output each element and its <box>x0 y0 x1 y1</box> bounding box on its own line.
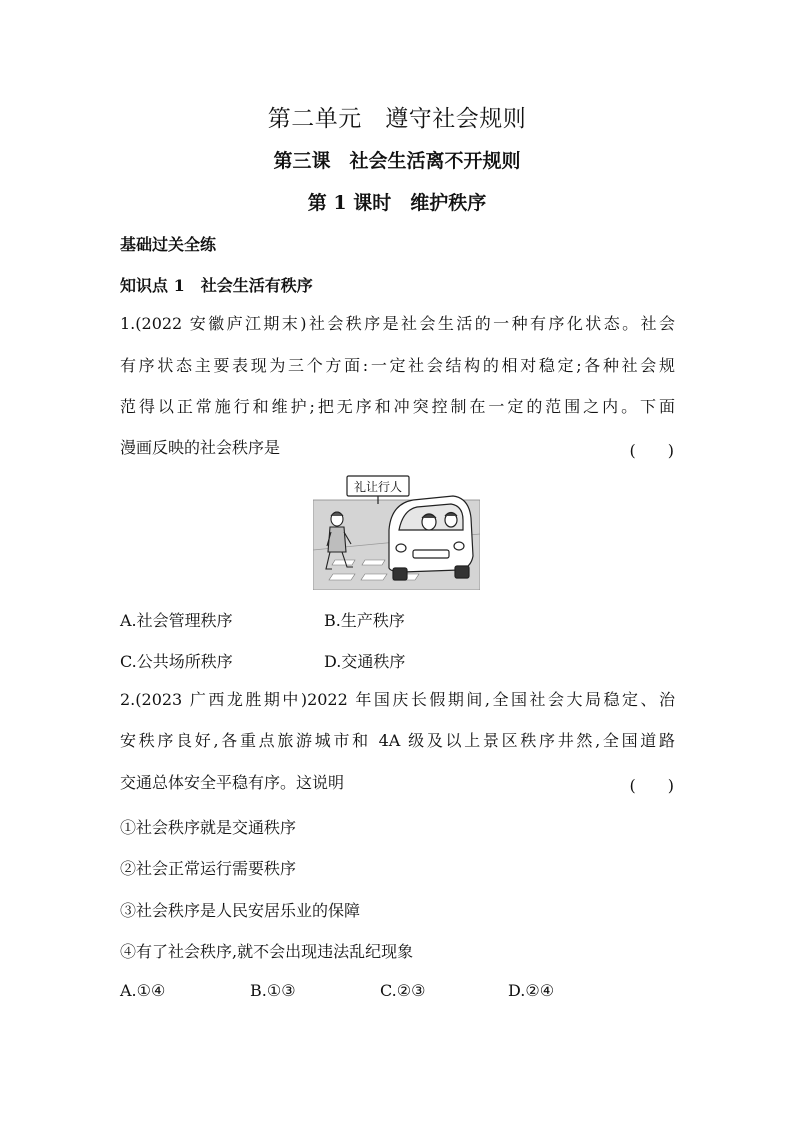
q2-statement-3: ③社会秩序是人民安居乐业的保障 <box>120 901 361 920</box>
q1-option-c: C.公共场所秩序 <box>120 652 233 671</box>
q1-line-2: 有序状态主要表现为三个方面:一定社会结构的相对稳定;各种社会规 <box>120 356 675 375</box>
q1-answer-blank: ( ) <box>629 441 674 460</box>
q2-statement-1: ①社会秩序就是交通秩序 <box>120 818 297 837</box>
q2-answer-blank: ( ) <box>629 776 674 795</box>
q2-option-c: C.②③ <box>380 981 426 1000</box>
q2-statement-2: ②社会正常运行需要秩序 <box>120 859 297 878</box>
q2-line-1: 2.(2023 广西龙胜期中)2022 年国庆长假期间,全国社会大局稳定、治 <box>120 690 675 709</box>
q1-line-3: 范得以正常施行和维护;把无序和冲突控制在一定的范围之内。下面 <box>120 397 675 416</box>
unit-title: 第二单元 遵守社会规则 <box>267 106 527 132</box>
q2-option-a: A.①④ <box>120 981 166 1000</box>
knowledge-point-heading: 知识点 1 社会生活有秩序 <box>120 276 313 295</box>
q1-option-a: A.社会管理秩序 <box>120 611 233 630</box>
q2-option-d: D.②④ <box>508 981 555 1000</box>
q1-line-4: 漫画反映的社会秩序是 <box>120 438 281 457</box>
lesson-title: 第三课 社会生活离不开规则 <box>273 150 521 172</box>
q2-line-3: 交通总体安全平稳有序。这说明 <box>120 773 345 792</box>
q1-line-1: 1.(2022 安徽庐江期末)社会秩序是社会生活的一种有序化状态。社会 <box>120 314 675 333</box>
q1-option-d: D.交通秩序 <box>324 652 406 671</box>
period-title: 第 1 课时 维护秩序 <box>307 192 487 214</box>
section-heading: 基础过关全练 <box>120 235 217 254</box>
sign-text: 礼让行人 <box>353 480 403 494</box>
q1-option-b: B.生产秩序 <box>324 611 405 630</box>
q2-statement-4: ④有了社会秩序,就不会出现违法乱纪现象 <box>120 942 414 961</box>
car-figure <box>389 496 473 580</box>
cartoon-yield-to-pedestrians <box>313 474 480 590</box>
q2-line-2: 安秩序良好,各重点旅游城市和 4A 级及以上景区秩序井然,全国道路 <box>120 731 675 750</box>
q2-option-b: B.①③ <box>250 981 296 1000</box>
